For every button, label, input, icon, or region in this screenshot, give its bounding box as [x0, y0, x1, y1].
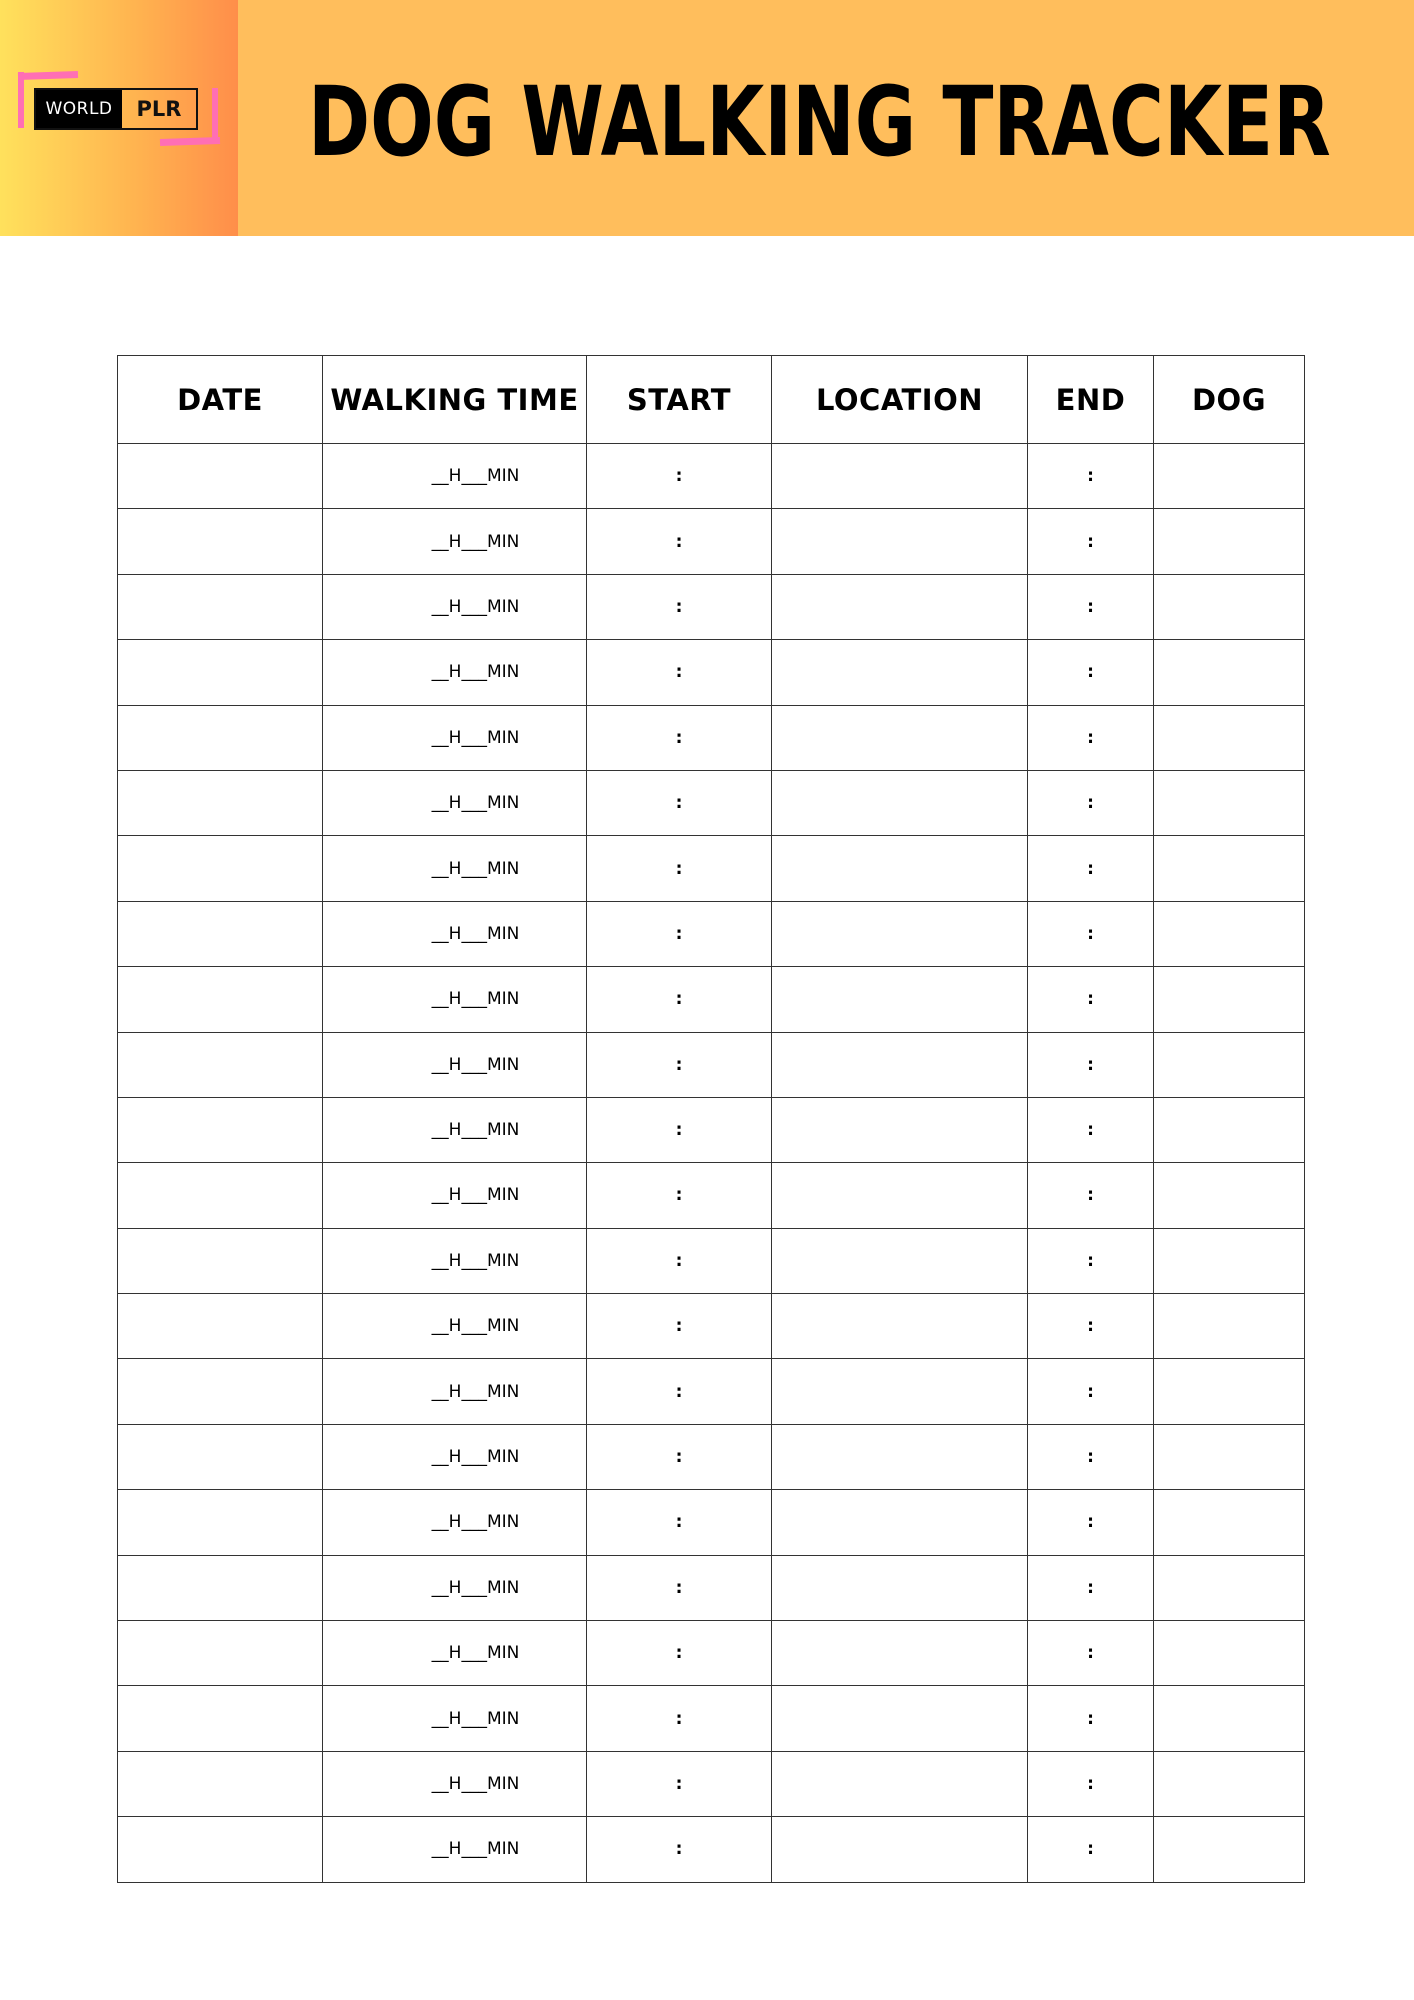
end-time-cell[interactable]: :	[1028, 770, 1154, 835]
date-cell[interactable]	[118, 444, 323, 509]
location-cell[interactable]	[772, 967, 1028, 1032]
date-cell[interactable]	[118, 640, 323, 705]
table-row	[118, 1555, 1305, 1620]
start-time-cell[interactable]: :	[587, 1490, 772, 1555]
walking-time-cell[interactable]: __H___MIN	[323, 836, 587, 901]
start-time-cell[interactable]: :	[587, 770, 772, 835]
dog-cell[interactable]	[1154, 1163, 1305, 1228]
end-time-cell[interactable]: :	[1028, 1817, 1154, 1882]
column-header-dog: DOG	[1154, 356, 1305, 444]
walking-time-cell[interactable]: __H___MIN	[323, 967, 587, 1032]
column-header-end: END	[1028, 356, 1154, 444]
start-time-cell[interactable]: :	[587, 705, 772, 770]
dog-cell[interactable]	[1154, 1555, 1305, 1620]
dog-cell[interactable]	[1154, 901, 1305, 966]
date-cell[interactable]	[118, 1163, 323, 1228]
location-cell[interactable]	[772, 1163, 1028, 1228]
column-header-start: START	[587, 356, 772, 444]
start-time-cell[interactable]: :	[587, 1097, 772, 1162]
location-cell[interactable]	[772, 1686, 1028, 1751]
end-time-cell[interactable]: :	[1028, 574, 1154, 639]
end-time-cell[interactable]: :	[1028, 901, 1154, 966]
end-time-cell[interactable]: :	[1028, 1032, 1154, 1097]
table-row	[118, 836, 1305, 901]
dog-cell[interactable]	[1154, 1294, 1305, 1359]
dog-cell[interactable]	[1154, 1359, 1305, 1424]
date-cell[interactable]	[118, 509, 323, 574]
date-cell[interactable]	[118, 574, 323, 639]
tracker-table	[117, 355, 1305, 1883]
end-time-cell[interactable]: :	[1028, 444, 1154, 509]
date-cell[interactable]	[118, 1294, 323, 1359]
location-cell[interactable]	[772, 509, 1028, 574]
dog-cell[interactable]	[1154, 1751, 1305, 1816]
date-cell[interactable]	[118, 1490, 323, 1555]
end-time-cell[interactable]: :	[1028, 1228, 1154, 1293]
date-cell[interactable]	[118, 901, 323, 966]
end-time-cell[interactable]: :	[1028, 509, 1154, 574]
dog-cell[interactable]	[1154, 1228, 1305, 1293]
date-cell[interactable]	[118, 1621, 323, 1686]
walking-time-cell[interactable]: __H___MIN	[323, 444, 587, 509]
walking-time-cell[interactable]: __H___MIN	[323, 640, 587, 705]
location-cell[interactable]	[772, 1097, 1028, 1162]
end-time-cell[interactable]: :	[1028, 1163, 1154, 1228]
table-row	[118, 574, 1305, 639]
date-cell[interactable]	[118, 1424, 323, 1489]
table-row	[118, 1097, 1305, 1162]
location-cell[interactable]	[772, 574, 1028, 639]
end-time-cell[interactable]: :	[1028, 640, 1154, 705]
walking-time-cell[interactable]: __H___MIN	[323, 1359, 587, 1424]
start-time-cell[interactable]: :	[587, 574, 772, 639]
walking-time-cell[interactable]: __H___MIN	[323, 901, 587, 966]
start-time-cell[interactable]: :	[587, 1163, 772, 1228]
column-header-walking-time: WALKING TIME	[323, 356, 587, 444]
dog-cell[interactable]	[1154, 1621, 1305, 1686]
table-row	[118, 1751, 1305, 1816]
dog-cell[interactable]	[1154, 640, 1305, 705]
date-cell[interactable]	[118, 1228, 323, 1293]
end-time-cell[interactable]: :	[1028, 1097, 1154, 1162]
walking-time-cell[interactable]: __H___MIN	[323, 1294, 587, 1359]
end-time-cell[interactable]: :	[1028, 967, 1154, 1032]
date-cell[interactable]	[118, 1751, 323, 1816]
start-time-cell[interactable]: :	[587, 509, 772, 574]
dog-cell[interactable]	[1154, 1424, 1305, 1489]
dog-cell[interactable]	[1154, 444, 1305, 509]
date-cell[interactable]	[118, 836, 323, 901]
location-cell[interactable]	[772, 1490, 1028, 1555]
walking-time-cell[interactable]: __H___MIN	[323, 1228, 587, 1293]
start-time-cell[interactable]: :	[587, 1817, 772, 1882]
table-row	[118, 1163, 1305, 1228]
start-time-cell[interactable]: :	[587, 1228, 772, 1293]
table-row	[118, 509, 1305, 574]
logo-mark: PLR	[136, 97, 182, 121]
dog-cell[interactable]	[1154, 967, 1305, 1032]
location-cell[interactable]	[772, 770, 1028, 835]
location-cell[interactable]	[772, 1817, 1028, 1882]
walking-time-cell[interactable]: __H___MIN	[323, 1751, 587, 1816]
start-time-cell[interactable]: :	[587, 640, 772, 705]
table-row	[118, 1359, 1305, 1424]
table-row	[118, 770, 1305, 835]
end-time-cell[interactable]: :	[1028, 1359, 1154, 1424]
column-header-location: LOCATION	[772, 356, 1028, 444]
dog-cell[interactable]	[1154, 1490, 1305, 1555]
table-row	[118, 444, 1305, 509]
start-time-cell[interactable]: :	[587, 1424, 772, 1489]
walking-time-cell[interactable]: __H___MIN	[323, 1032, 587, 1097]
walking-time-cell[interactable]: __H___MIN	[323, 1555, 587, 1620]
table-row	[118, 901, 1305, 966]
logo-word: WORLD	[36, 90, 122, 128]
dog-cell[interactable]	[1154, 1817, 1305, 1882]
end-time-cell[interactable]: :	[1028, 836, 1154, 901]
walking-time-cell[interactable]: __H___MIN	[323, 1686, 587, 1751]
location-cell[interactable]	[772, 836, 1028, 901]
table-row	[118, 1424, 1305, 1489]
table-row	[118, 1228, 1305, 1293]
walking-time-cell[interactable]: __H___MIN	[323, 574, 587, 639]
location-cell[interactable]	[772, 1751, 1028, 1816]
dog-cell[interactable]	[1154, 1686, 1305, 1751]
walking-time-cell[interactable]: __H___MIN	[323, 1163, 587, 1228]
location-cell[interactable]	[772, 1621, 1028, 1686]
start-time-cell[interactable]: :	[587, 1359, 772, 1424]
walking-time-cell[interactable]: __H___MIN	[323, 1424, 587, 1489]
end-time-cell[interactable]: :	[1028, 1424, 1154, 1489]
start-time-cell[interactable]: :	[587, 1555, 772, 1620]
dog-cell[interactable]	[1154, 1097, 1305, 1162]
logo	[0, 0, 238, 236]
walking-time-cell[interactable]: __H___MIN	[323, 1817, 587, 1882]
date-cell[interactable]	[118, 967, 323, 1032]
start-time-cell[interactable]: :	[587, 967, 772, 1032]
location-cell[interactable]	[772, 1228, 1028, 1293]
start-time-cell[interactable]: :	[587, 1621, 772, 1686]
table-row	[118, 1621, 1305, 1686]
end-time-cell[interactable]: :	[1028, 1555, 1154, 1620]
location-cell[interactable]	[772, 705, 1028, 770]
date-cell[interactable]	[118, 1097, 323, 1162]
table-row	[118, 640, 1305, 705]
table-row	[118, 1032, 1305, 1097]
date-cell[interactable]	[118, 770, 323, 835]
location-cell[interactable]	[772, 1555, 1028, 1620]
dog-cell[interactable]	[1154, 574, 1305, 639]
table-row	[118, 1490, 1305, 1555]
table-row	[118, 1294, 1305, 1359]
location-cell[interactable]	[772, 1294, 1028, 1359]
date-cell[interactable]	[118, 1555, 323, 1620]
date-cell[interactable]	[118, 1032, 323, 1097]
start-time-cell[interactable]: :	[587, 1686, 772, 1751]
date-cell[interactable]	[118, 1817, 323, 1882]
table-row	[118, 967, 1305, 1032]
table-header-row	[118, 356, 1305, 444]
end-time-cell[interactable]: :	[1028, 1490, 1154, 1555]
dog-cell[interactable]	[1154, 1032, 1305, 1097]
logo-brush-stroke	[18, 72, 24, 128]
location-cell[interactable]	[772, 444, 1028, 509]
dog-cell[interactable]	[1154, 509, 1305, 574]
location-cell[interactable]	[772, 1424, 1028, 1489]
start-time-cell[interactable]: :	[587, 836, 772, 901]
walking-time-cell[interactable]: __H___MIN	[323, 1621, 587, 1686]
dog-cell[interactable]	[1154, 705, 1305, 770]
table-row	[118, 705, 1305, 770]
column-header-date: DATE	[118, 356, 323, 444]
start-time-cell[interactable]: :	[587, 1294, 772, 1359]
date-cell[interactable]	[118, 1686, 323, 1751]
logo-badge	[34, 88, 198, 130]
logo-brush-stroke	[212, 88, 218, 144]
page-title: DOG WALKING TRACKER	[308, 66, 1331, 178]
dog-cell[interactable]	[1154, 770, 1305, 835]
start-time-cell[interactable]: :	[587, 444, 772, 509]
end-time-cell[interactable]: :	[1028, 705, 1154, 770]
table-row	[118, 1686, 1305, 1751]
end-time-cell[interactable]: :	[1028, 1751, 1154, 1816]
walking-time-cell[interactable]: __H___MIN	[323, 1097, 587, 1162]
table-row	[118, 1817, 1305, 1882]
start-time-cell[interactable]: :	[587, 1751, 772, 1816]
walking-time-cell[interactable]: __H___MIN	[323, 1490, 587, 1555]
end-time-cell[interactable]: :	[1028, 1294, 1154, 1359]
start-time-cell[interactable]: :	[587, 901, 772, 966]
dog-cell[interactable]	[1154, 836, 1305, 901]
date-cell[interactable]	[118, 705, 323, 770]
walking-time-cell[interactable]: __H___MIN	[323, 705, 587, 770]
logo-brush-stroke	[18, 71, 78, 80]
walking-time-cell[interactable]: __H___MIN	[323, 770, 587, 835]
start-time-cell[interactable]: :	[587, 1032, 772, 1097]
location-cell[interactable]	[772, 1359, 1028, 1424]
end-time-cell[interactable]: :	[1028, 1686, 1154, 1751]
location-cell[interactable]	[772, 1032, 1028, 1097]
walking-time-cell[interactable]: __H___MIN	[323, 509, 587, 574]
location-cell[interactable]	[772, 901, 1028, 966]
location-cell[interactable]	[772, 640, 1028, 705]
date-cell[interactable]	[118, 1359, 323, 1424]
end-time-cell[interactable]: :	[1028, 1621, 1154, 1686]
